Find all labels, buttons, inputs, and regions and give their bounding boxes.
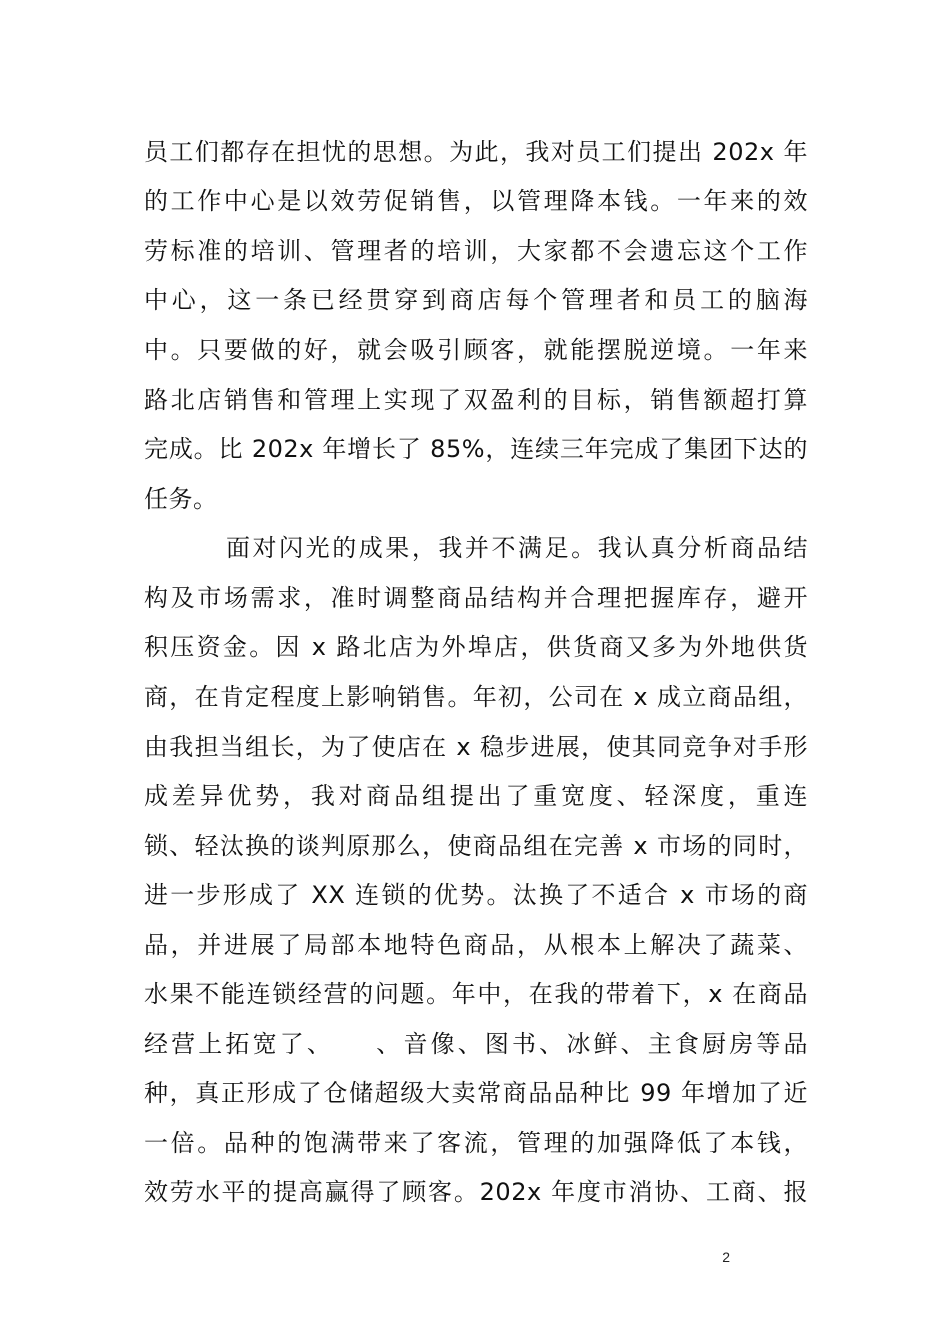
text-line: 经营上拓宽了、 、音像、图书、冰鲜、主食厨房等品	[144, 1030, 808, 1058]
text-line: 路北店销售和管理上实现了双盈利的目标，销售额超打算	[144, 386, 808, 414]
text-line: 一倍。品种的饱满带来了客流，管理的加强降低了本钱，	[144, 1129, 808, 1157]
page-number: 2	[722, 1249, 730, 1265]
text-line: 的工作中心是以效劳促销售，以管理降本钱。一年来的效	[144, 187, 808, 215]
text-line: 锁、轻汰换的谈判原那么，使商品组在完善 x 市场的同时，	[144, 832, 808, 860]
text-line: 面对闪光的成果，我并不满足。我认真分析商品结	[226, 534, 808, 562]
text-line: 由我担当组长，为了使店在 x 稳步进展，使其同竞争对手形	[144, 733, 808, 761]
text-line: 构及市场需求，准时调整商品结构并合理把握库存，避开	[144, 584, 808, 612]
text-line: 员工们都存在担忧的思想。为此，我对员工们提出 202x 年	[144, 138, 808, 166]
text-line: 中心，这一条已经贯穿到商店每个管理者和员工的脑海	[144, 286, 808, 314]
text-line: 种，真正形成了仓储超级大卖常商品品种比 99 年增加了近	[144, 1079, 808, 1107]
text-line: 成差异优势，我对商品组提出了重宽度、轻深度，重连	[144, 782, 808, 810]
text-line: 劳标准的培训、管理者的培训，大家都不会遗忘这个工作	[144, 237, 808, 265]
text-line: 水果不能连锁经营的问题。年中，在我的带着下，x 在商品	[144, 980, 808, 1008]
text-line: 任务。	[144, 485, 218, 513]
text-line: 积压资金。因 x 路北店为外埠店，供货商又多为外地供货	[144, 633, 808, 661]
text-line: 中。只要做的好，就会吸引顾客，就能摆脱逆境。一年来	[144, 336, 808, 364]
text-line: 进一步形成了 XX 连锁的优势。汰换了不适合 x 市场的商	[144, 881, 808, 909]
text-line: 品，并进展了局部本地特色商品，从根本上解决了蔬菜、	[144, 931, 808, 959]
text-line: 商，在肯定程度上影响销售。年初，公司在 x 成立商品组，	[144, 683, 808, 711]
text-line: 完成。比 202x 年增长了 85%，连续三年完成了集团下达的	[144, 435, 808, 463]
text-line: 效劳水平的提高赢得了顾客。202x 年度市消协、工商、报	[144, 1178, 808, 1206]
